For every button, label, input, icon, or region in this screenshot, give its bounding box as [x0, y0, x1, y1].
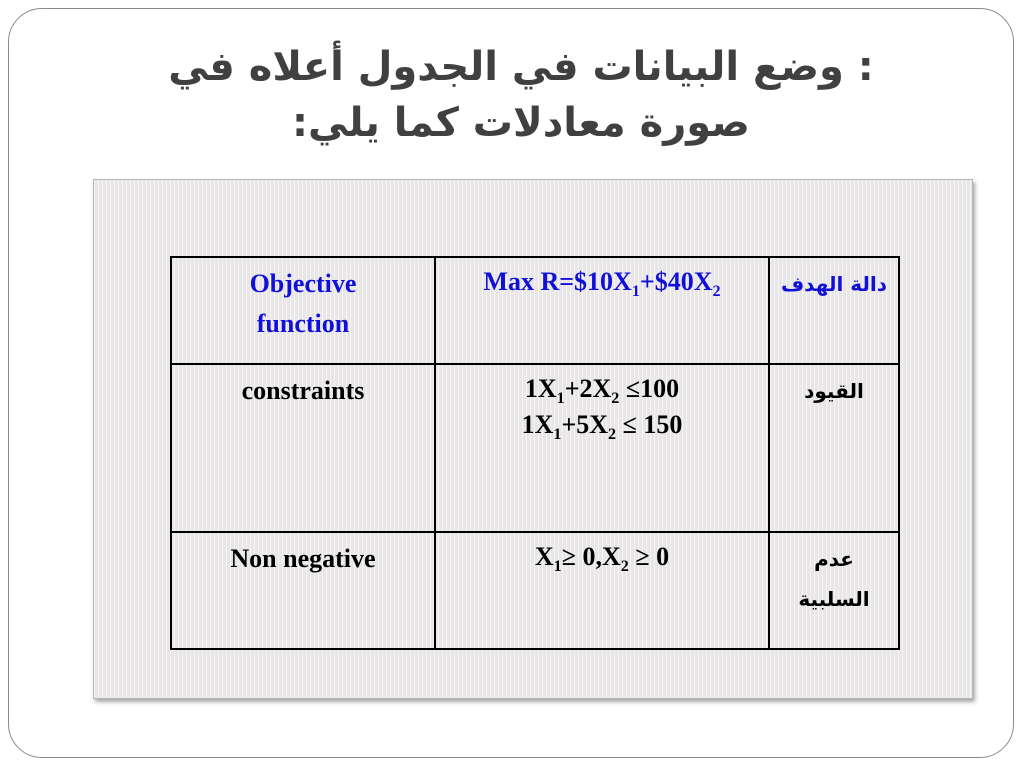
cell-label-line: Objective [249, 269, 357, 298]
formula-text: ≤ 150 [616, 409, 683, 439]
formula-text: 1X [524, 373, 557, 403]
cell-constraints-arabic [769, 364, 899, 533]
formula-subscript: 1 [556, 389, 565, 407]
cell-non-negative-formula [435, 532, 769, 649]
table-row-non-negative [171, 532, 899, 649]
cell-label-line: function [256, 309, 350, 338]
slide-frame [8, 8, 1014, 758]
slide-title-line-2: صورة معادلات كما يلي: [292, 100, 750, 146]
formula-line [440, 407, 764, 443]
formula-text: 1X [521, 409, 554, 439]
arabic-label: القيود [804, 378, 864, 403]
cell-non-negative-label [171, 532, 435, 649]
formula-text: +5X [561, 409, 609, 439]
formula-text: +2X [564, 373, 612, 403]
table-panel [93, 179, 973, 699]
cell-objective-formula [435, 257, 769, 364]
formula-text: Max R=$10X [483, 267, 632, 296]
formula-text: X [534, 542, 554, 572]
cell-label-line: Non negative [230, 544, 376, 574]
cell-objective-label [171, 257, 435, 364]
formula-line [440, 371, 764, 407]
cell-label-line: constraints [241, 375, 365, 405]
cell-constraints-label [171, 364, 435, 533]
arabic-label: عدم [814, 547, 854, 572]
formula-subscript: 2 [608, 425, 617, 443]
formula-subscript: 2 [620, 558, 629, 576]
arabic-label: السلبية [798, 587, 870, 612]
cell-objective-arabic [769, 257, 899, 364]
arabic-label: دالة الهدف [780, 272, 888, 296]
formula-text: ≤100 [619, 373, 680, 403]
formula-subscript: 1 [553, 558, 562, 576]
formula-line [440, 539, 764, 575]
slide-title-line-1: : وضع البيانات في الجدول أعلاه في [168, 44, 874, 90]
lp-formulation-table [170, 256, 900, 650]
slide-title [69, 39, 973, 151]
formula-text: ≥ 0 [628, 542, 670, 572]
formula-subscript: 2 [611, 389, 620, 407]
cell-constraints-formula [435, 364, 769, 533]
formula-subscript: 1 [631, 283, 640, 301]
formula-text: ≥ 0,X [561, 542, 621, 572]
table-row-objective [171, 257, 899, 364]
table-row-constraints [171, 364, 899, 533]
formula-subscript: 2 [712, 283, 721, 301]
cell-non-negative-arabic [769, 532, 899, 649]
formula-line [440, 264, 764, 300]
formula-subscript: 1 [553, 425, 562, 443]
formula-text: +$40X [639, 267, 713, 296]
